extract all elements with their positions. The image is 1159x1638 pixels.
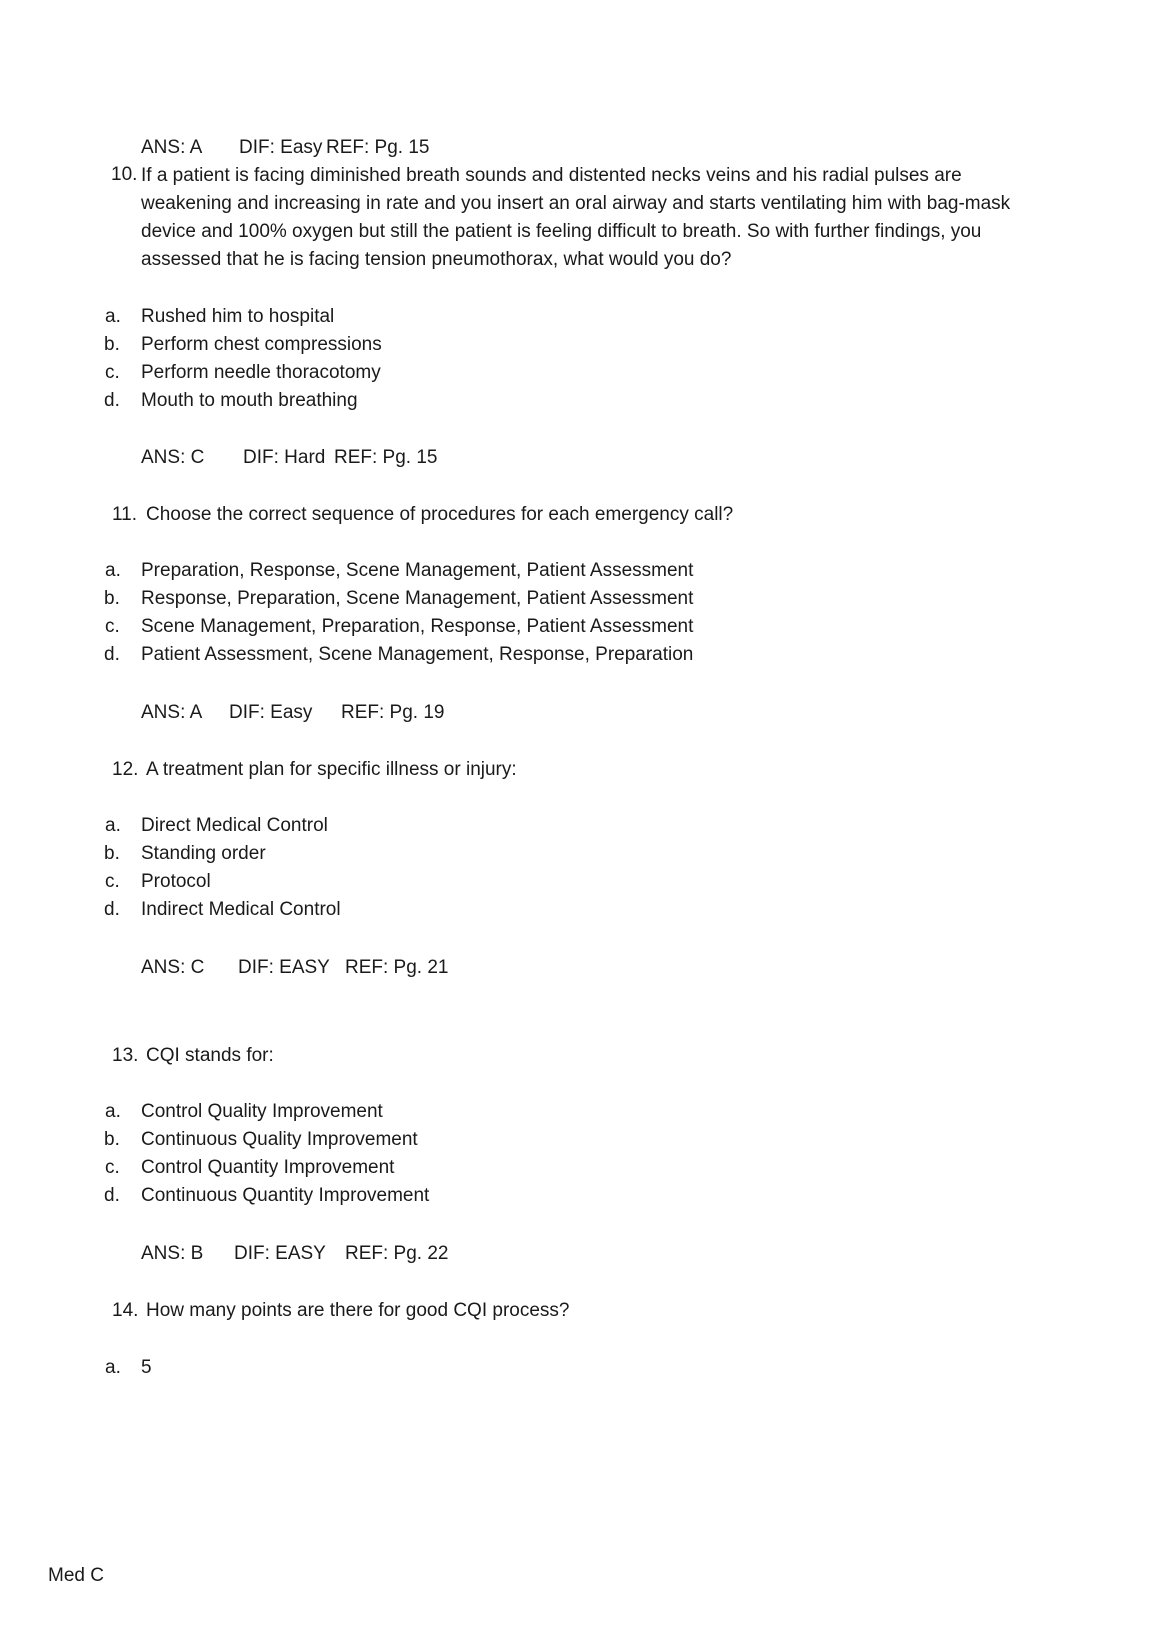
option-text: Response, Preparation, Scene Management, Patient Assessment [141,588,694,609]
difficulty: DIF: Easy [239,137,323,158]
question-line: assessed that he is facing tension pneumothorax, what would you do? [141,249,732,270]
option-letter: a. [105,815,121,836]
difficulty: DIF: EASY [234,1243,326,1264]
option-letter: c. [105,362,120,383]
answer-key: ANS: C [141,957,205,978]
option-text: Mouth to mouth breathing [141,390,358,411]
reference: REF: Pg. 15 [326,137,430,158]
option-text: Control Quantity Improvement [141,1157,395,1178]
option-text: Patient Assessment, Scene Management, Response, Preparation [141,644,694,665]
question-number: 12. [112,759,139,780]
option-letter: a. [105,306,121,327]
option-letter: d. [104,644,120,665]
difficulty: DIF: Hard [243,447,326,468]
option-text: Perform chest compressions [141,334,382,355]
option-letter: b. [104,843,120,864]
option-text: Direct Medical Control [141,815,328,836]
answer-line [141,957,449,979]
option-letter: c. [105,871,120,892]
option-letter: a. [105,560,121,581]
answer-line [141,702,445,724]
question-line: device and 100% oxygen but still the patient is feeling difficult to breath. So with further findings, you [141,221,982,242]
option-letter: d. [104,899,120,920]
q9-answer-line [141,137,430,159]
reference: REF: Pg. 19 [341,702,445,723]
answer-key: ANS: A [141,137,203,158]
question-number: 14. [112,1300,139,1321]
answer-line [141,447,438,469]
option-letter: d. [104,390,120,411]
reference: REF: Pg. 21 [345,957,449,978]
option-text: Perform needle thoracotomy [141,362,381,383]
question-text: CQI stands for: [146,1045,274,1066]
reference: REF: Pg. 15 [334,447,438,468]
option-letter: b. [104,334,120,355]
reference: REF: Pg. 22 [345,1243,449,1264]
answer-key: ANS: A [141,702,203,723]
question-text [141,162,1010,274]
question-line: weakening and increasing in rate and you insert an oral airway and starts ventilating him with bag-mask [141,193,1011,214]
question-number: 10. [111,164,138,185]
difficulty: DIF: EASY [238,957,330,978]
option-letter: a. [105,1101,121,1122]
option-letter: b. [104,588,120,609]
option-letter: d. [104,1185,120,1206]
option-letter: b. [104,1129,120,1150]
question-text: Choose the correct sequence of procedures for each emergency call? [146,504,734,525]
option-text: Protocol [141,871,211,892]
option-text: Rushed him to hospital [141,306,335,327]
option-text: Preparation, Response, Scene Management, Patient Assessment [141,560,694,581]
option-text: Standing order [141,843,266,864]
answer-key: ANS: B [141,1243,204,1264]
option-letter: c. [105,1157,120,1178]
option-text: Control Quality Improvement [141,1101,383,1122]
question-text: How many points are there for good CQI process? [146,1300,570,1321]
option-text: Indirect Medical Control [141,899,341,920]
question-number: 13. [112,1045,139,1066]
answer-key: ANS: C [141,447,205,468]
question-number: 11. [112,504,138,525]
question-line: If a patient is facing diminished breath sounds and distented necks veins and his radial pulses are [141,165,962,186]
answer-line [141,1243,449,1265]
option-letter: c. [105,616,120,637]
page-footer: Med C [48,1565,104,1586]
option-text: 5 [141,1357,152,1378]
option-text: Continuous Quantity Improvement [141,1185,430,1206]
option-text: Scene Management, Preparation, Response, Patient Assessment [141,616,694,637]
question-text: A treatment plan for specific illness or injury: [146,759,517,780]
option-letter: a. [105,1357,121,1378]
difficulty: DIF: Easy [229,702,313,723]
option-text: Continuous Quality Improvement [141,1129,418,1150]
